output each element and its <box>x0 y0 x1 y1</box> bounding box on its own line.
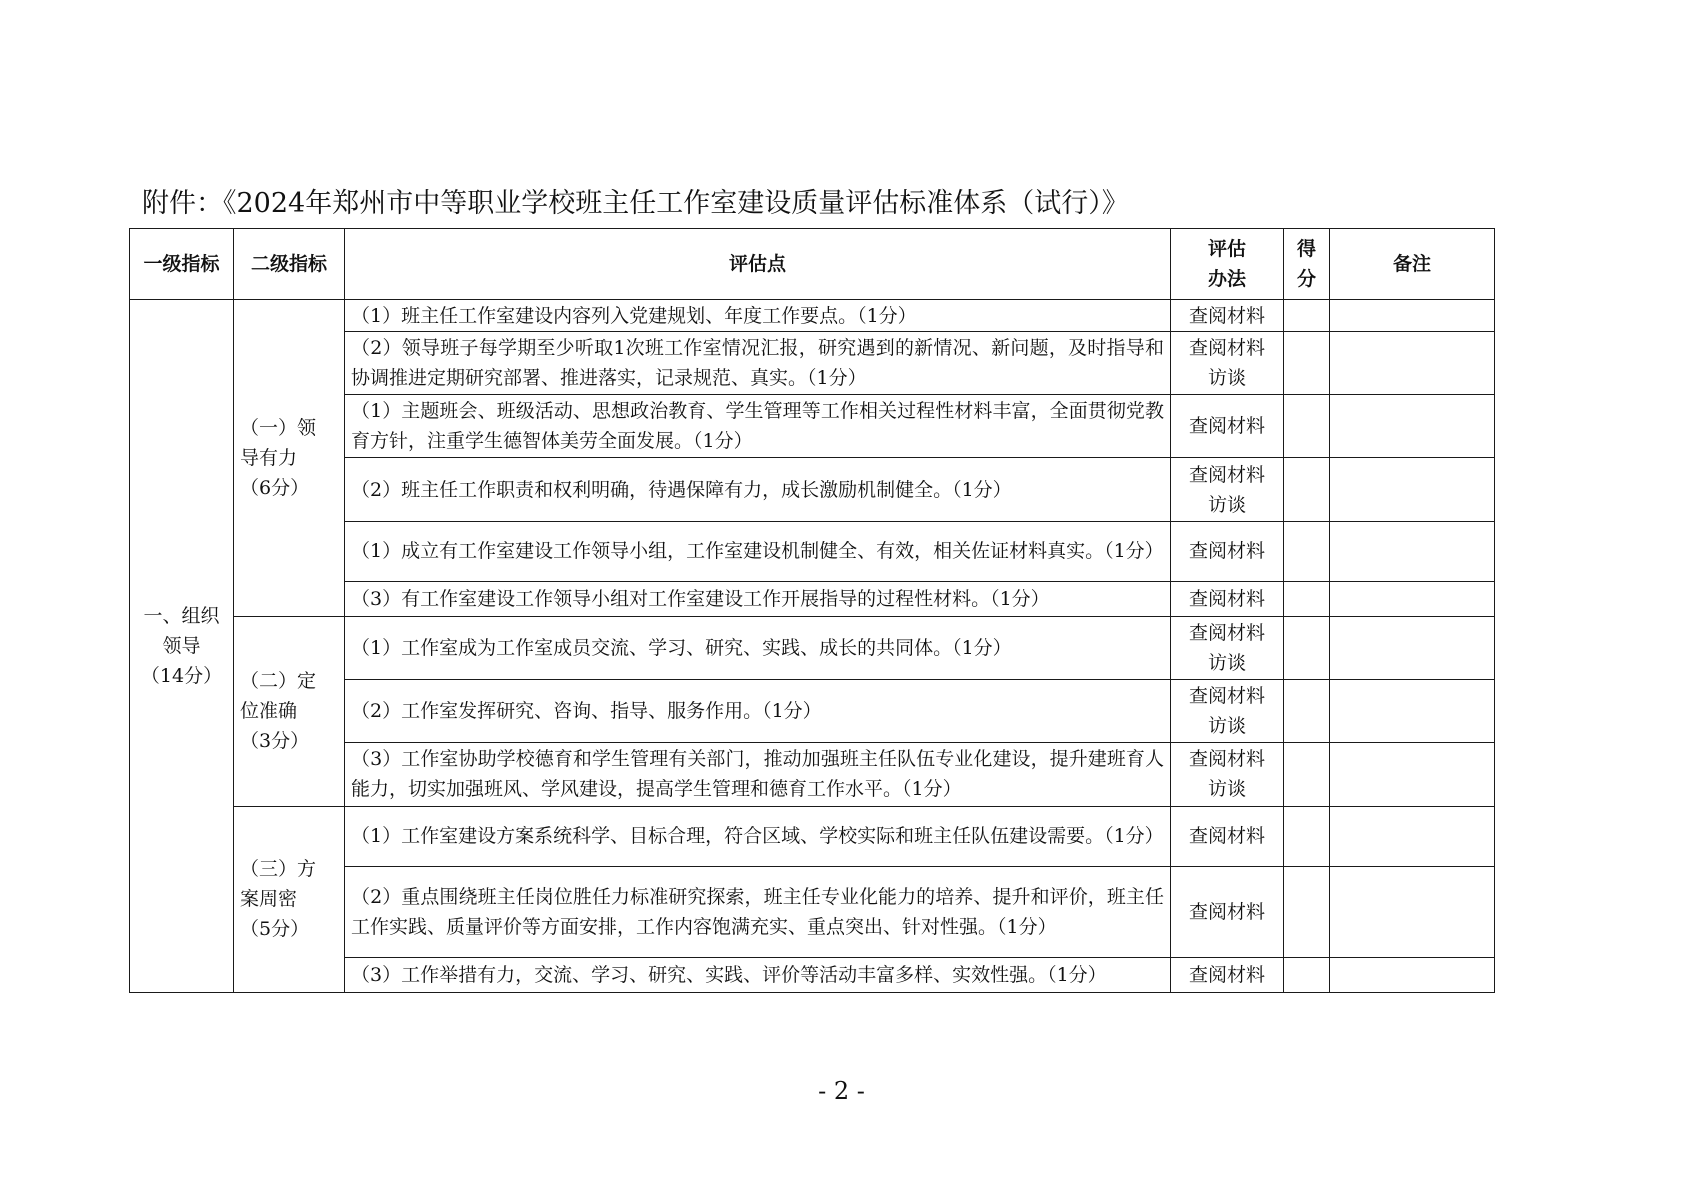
score-cell <box>1284 806 1330 866</box>
level2-cell-1 <box>234 300 345 617</box>
method-cell <box>1171 957 1284 992</box>
point-cell: （1）班主任工作室建设内容列入党建规划、年度工作要点。（1分） <box>345 300 1171 332</box>
score-cell <box>1284 300 1330 332</box>
point-cell: （3）工作室协助学校德育和学生管理有关部门，推动加强班主任队伍专业化建设，提升建班育人能力，切实加强班风、学风建设，提高学生管理和德育工作水平。（1分） <box>345 743 1171 806</box>
header-level2: 二级指标 <box>234 229 345 300</box>
level2-line2: 案周密 <box>240 888 298 911</box>
remark-cell <box>1330 332 1495 395</box>
score-cell <box>1284 616 1330 679</box>
header-score-line2: 分 <box>1296 268 1316 290</box>
level2-line3: （3分） <box>240 730 310 753</box>
point-cell: （3）工作举措有力，交流、学习、研究、实践、评价等活动丰富多样、实效性强。（1分） <box>345 957 1171 992</box>
method-line2: 访谈 <box>1207 367 1246 390</box>
remark-cell <box>1330 866 1495 957</box>
score-cell <box>1284 866 1330 957</box>
method-cell <box>1171 743 1284 806</box>
remark-cell <box>1330 680 1495 743</box>
table-row <box>130 300 1495 332</box>
level2-line3: （5分） <box>240 918 310 941</box>
score-cell <box>1284 521 1330 581</box>
remark-cell <box>1330 581 1495 616</box>
method-cell <box>1171 866 1284 957</box>
remark-cell <box>1330 300 1495 332</box>
point-cell: （2）班主任工作职责和权利明确，待遇保障有力，成长激励机制健全。（1分） <box>345 458 1171 521</box>
score-cell <box>1284 458 1330 521</box>
method-line1: 查阅材料 <box>1188 337 1265 360</box>
remark-cell <box>1330 521 1495 581</box>
score-cell <box>1284 680 1330 743</box>
header-method-line1: 评估 <box>1207 238 1246 260</box>
method-line1: 查阅材料 <box>1188 963 1265 986</box>
level2-line1: （二）定 <box>240 670 317 693</box>
score-cell <box>1284 395 1330 458</box>
level1-line2: 领导 <box>162 635 201 657</box>
method-line1: 查阅材料 <box>1188 540 1265 563</box>
level1-line3: （14分） <box>140 665 223 687</box>
header-score <box>1284 229 1330 300</box>
method-line1: 查阅材料 <box>1188 748 1265 771</box>
level2-line1: （一）领 <box>240 416 317 439</box>
remark-cell <box>1330 957 1495 992</box>
level1-cell <box>130 300 234 993</box>
header-method <box>1171 229 1284 300</box>
method-cell <box>1171 458 1284 521</box>
point-cell: （1）工作室成为工作室成员交流、学习、研究、实践、成长的共同体。（1分） <box>345 616 1171 679</box>
method-cell <box>1171 300 1284 332</box>
point-cell: （3）有工作室建设工作领导小组对工作室建设工作开展指导的过程性材料。（1分） <box>345 581 1171 616</box>
remark-cell <box>1330 616 1495 679</box>
header-level1: 一级指标 <box>130 229 234 300</box>
method-cell <box>1171 680 1284 743</box>
remark-cell <box>1330 458 1495 521</box>
method-line2: 访谈 <box>1207 652 1246 675</box>
header-point: 评估点 <box>345 229 1171 300</box>
level2-cell-3 <box>234 806 345 992</box>
remark-cell <box>1330 806 1495 866</box>
header-method-line2: 办法 <box>1207 268 1246 290</box>
method-line1: 查阅材料 <box>1188 622 1265 645</box>
header-remark: 备注 <box>1330 229 1495 300</box>
point-cell: （1）成立有工作室建设工作领导小组，工作室建设机制健全、有效，相关佐证材料真实。（1分） <box>345 521 1171 581</box>
method-line1: 查阅材料 <box>1188 825 1265 848</box>
method-line1: 查阅材料 <box>1188 587 1265 610</box>
method-line1: 查阅材料 <box>1188 304 1265 327</box>
evaluation-table <box>129 228 1495 993</box>
score-cell <box>1284 957 1330 992</box>
level2-cell-2 <box>234 616 345 806</box>
method-line1: 查阅材料 <box>1188 463 1265 486</box>
score-cell <box>1284 332 1330 395</box>
method-line1: 查阅材料 <box>1188 900 1265 923</box>
remark-cell <box>1330 743 1495 806</box>
score-cell <box>1284 581 1330 616</box>
table-row <box>130 806 1495 866</box>
level2-line1: （三）方 <box>240 858 317 881</box>
point-cell: （2）重点围绕班主任岗位胜任力标准研究探索，班主任专业化能力的培养、提升和评价，班主任工作实践、质量评价等方面安排，工作内容饱满充实、重点突出、针对性强。（1分） <box>345 866 1171 957</box>
score-cell <box>1284 743 1330 806</box>
point-cell: （1）主题班会、班级活动、思想政治教育、学生管理等工作相关过程性材料丰富，全面贯彻党教育方针，注重学生德智体美劳全面发展。（1分） <box>345 395 1171 458</box>
level2-line2: 导有力 <box>240 446 298 469</box>
table-header-row <box>130 229 1495 300</box>
method-line2: 访谈 <box>1207 778 1246 801</box>
level2-line3: （6分） <box>240 476 310 499</box>
table-row <box>130 616 1495 679</box>
method-line1: 查阅材料 <box>1188 685 1265 708</box>
method-cell <box>1171 581 1284 616</box>
point-cell: （1）工作室建设方案系统科学、目标合理，符合区域、学校实际和班主任队伍建设需要。（1分） <box>345 806 1171 866</box>
method-line2: 访谈 <box>1207 715 1246 738</box>
method-line2: 访谈 <box>1207 493 1246 516</box>
document-title: 附件：《2024年郑州市中等职业学校班主任工作室建设质量评估标准体系（试行）》 <box>142 188 1129 219</box>
level2-line2: 位准确 <box>240 700 298 723</box>
method-cell <box>1171 616 1284 679</box>
point-cell: （2）工作室发挥研究、咨询、指导、服务作用。（1分） <box>345 680 1171 743</box>
method-cell <box>1171 332 1284 395</box>
page-number: - 2 - <box>818 1077 865 1105</box>
header-score-line1: 得 <box>1296 238 1316 260</box>
method-line1: 查阅材料 <box>1188 415 1265 438</box>
method-cell <box>1171 521 1284 581</box>
level1-line1: 一、组织 <box>143 605 220 627</box>
point-cell: （2）领导班子每学期至少听取1次班工作室情况汇报，研究遇到的新情况、新问题，及时指导和协调推进定期研究部署、推进落实，记录规范、真实。（1分） <box>345 332 1171 395</box>
method-cell <box>1171 395 1284 458</box>
method-cell <box>1171 806 1284 866</box>
remark-cell <box>1330 395 1495 458</box>
